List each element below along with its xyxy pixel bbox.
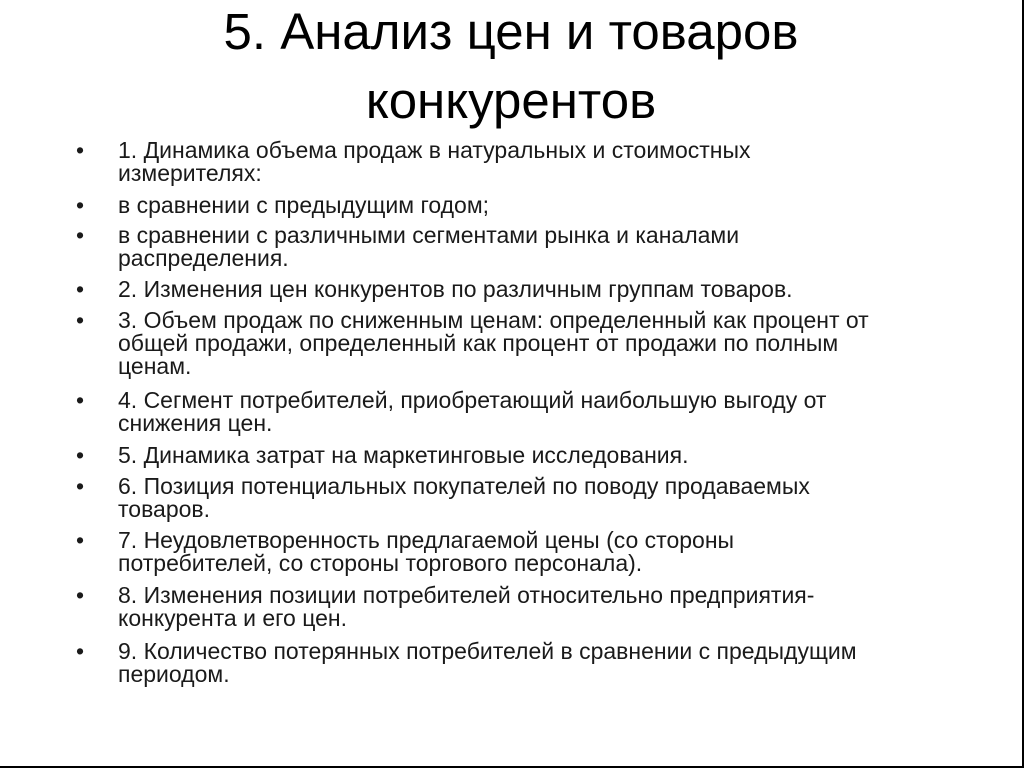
bullet-icon: •	[76, 638, 85, 664]
list-item-text: 9. Количество потерянных потребителей в сравнении с предыдущим периодом.	[118, 638, 857, 687]
slide-title-line-2: конкурентов	[365, 72, 657, 129]
bullet-icon: •	[76, 582, 85, 608]
bullet-icon: •	[76, 473, 85, 499]
bullet-icon: •	[76, 307, 85, 333]
list-item-text: 2. Изменения цен конкурентов по различным группам товаров.	[118, 276, 793, 302]
slide-title-line-1: 5. Анализ цен и товаров	[223, 3, 799, 60]
list-item-text: в сравнении с предыдущим годом;	[118, 192, 490, 218]
bullet-icon: •	[76, 192, 85, 218]
bullet-icon: •	[76, 137, 85, 163]
list-item-text: 4. Сегмент потребителей, приобретающий наибольшую выгоду от снижения цен.	[118, 387, 827, 436]
list-item-text: 7. Неудовлетворенность предлагаемой цены (со стороны потребителей, со стороны торгового персонала).	[118, 527, 735, 576]
list-item-text: 3. Объем продаж по сниженным ценам: определенный как процент от общей продажи, определенный как процент от продажи по полным ценам.	[118, 307, 869, 379]
list-item-text: в сравнении с различными сегментами рынка и каналами распределения.	[118, 222, 740, 271]
list-item-text: 1. Динамика объема продаж в натуральных и стоимостных измерителях:	[118, 137, 751, 186]
list-item-text: 8. Изменения позиции потребителей относительно предприятия- конкурента и его цен.	[118, 582, 815, 631]
bullet-icon: •	[76, 387, 85, 413]
bullet-icon: •	[76, 442, 85, 468]
bullet-icon: •	[76, 222, 85, 248]
bullet-icon: •	[76, 276, 85, 302]
bullet-icon: •	[76, 527, 85, 553]
list-item-text: 5. Динамика затрат на маркетинговые исследования.	[118, 442, 689, 468]
list-item-text: 6. Позиция потенциальных покупателей по поводу продаваемых товаров.	[118, 473, 810, 522]
